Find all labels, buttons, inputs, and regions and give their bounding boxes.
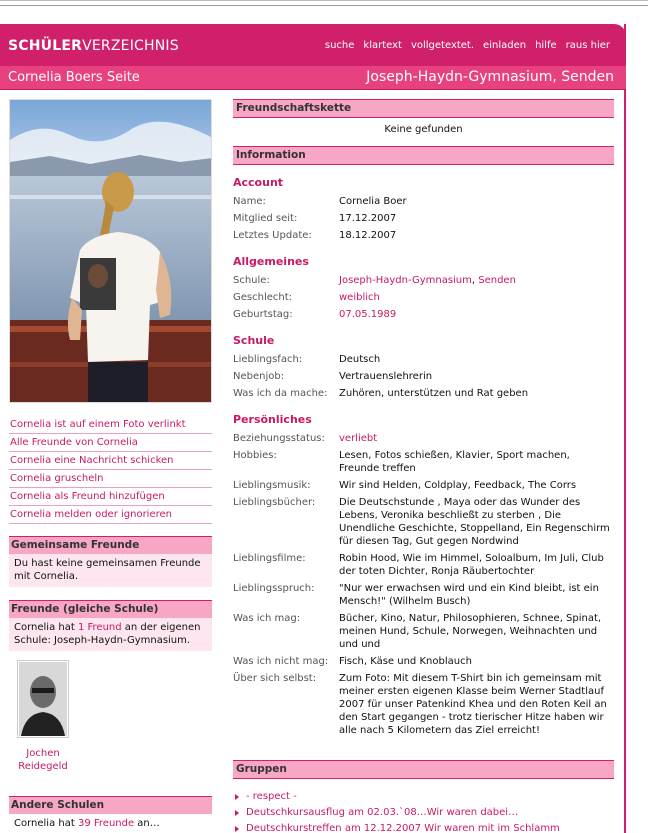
friend-avatar[interactable] — [17, 660, 69, 738]
row-label: Über sich selbst: — [233, 673, 317, 684]
top-navigation — [325, 40, 610, 51]
group-link[interactable]: - respect - — [246, 791, 297, 802]
friend-name[interactable] — [13, 747, 73, 773]
relationship-link[interactable]: verliebt — [339, 433, 378, 444]
row-value: Lesen, Fotos schießen, Klavier, Sport machen, Freunde treffen — [339, 450, 570, 474]
city-link[interactable]: Senden — [478, 275, 516, 286]
row-value: 18.12.2007 — [339, 230, 397, 241]
same-school-friends-title: Freunde (gleiche Schule) — [9, 600, 212, 618]
row-value: Bücher, Kino, Natur, Philosophieren, Schnee, Spinat, meinen Hund, Schule, Norwegen, Weihnachten und und und — [339, 613, 602, 650]
group-link[interactable]: Deutschkursausflug am 02.03.`08…Wir waren dabei… — [246, 807, 519, 818]
group-item[interactable] — [233, 806, 613, 822]
row-label: Beziehungsstatus: — [233, 433, 325, 444]
common-friends-title: Gemeinsame Freunde — [9, 536, 212, 554]
information-title: Information — [233, 146, 614, 165]
logo-bold-text: SCHÜLER — [8, 38, 83, 54]
account-heading: Account — [233, 176, 284, 189]
friendship-chain-empty: Keine gefunden — [384, 124, 463, 135]
row-label: Lieblingsspruch: — [233, 583, 315, 594]
row-label: Was ich da mache: — [233, 388, 328, 399]
other-schools-text — [9, 814, 212, 833]
row-label: Lieblingsbücher: — [233, 497, 316, 508]
gender-link[interactable]: weiblich — [339, 292, 380, 303]
group-item[interactable] — [233, 822, 613, 833]
link-send-message[interactable]: Cornelia eine Nachricht schicken — [9, 452, 212, 470]
profile-subheader — [0, 66, 626, 90]
same-school-count-link[interactable]: 1 Freund — [77, 622, 122, 633]
bullet-arrow-icon — [235, 826, 239, 832]
row-label: Name: — [233, 196, 266, 207]
other-schools-title: Andere Schulen — [9, 796, 212, 814]
nav-invite[interactable]: einladen — [483, 40, 527, 51]
row-value: Zuhören, unterstützen und Rat geben — [339, 388, 529, 399]
row-label: Letztes Update: — [233, 230, 312, 241]
other-schools-count-link[interactable]: 39 Freunde — [77, 818, 135, 829]
personal-heading: Persönliches — [233, 413, 312, 426]
row-value: Fisch, Käse und Knoblauch — [339, 656, 472, 667]
friendship-chain-title: Freundschaftskette — [233, 99, 614, 118]
row-value: Wir sind Helden, Coldplay, Feedback, The Corrs — [339, 480, 577, 491]
page-title: Cornelia Boers Seite — [8, 70, 140, 85]
same-school-post: an der eigenen Schule: Joseph-Haydn-Gymnasium. — [14, 622, 201, 646]
group-item[interactable] — [233, 790, 613, 806]
nav-vollgetextet[interactable]: vollgetextet. — [410, 40, 475, 51]
link-gruscheln[interactable]: Cornelia gruscheln — [9, 470, 212, 488]
logo-rest-text: VERZEICHNIS — [82, 38, 179, 54]
other-schools-pre: Cornelia hat — [14, 818, 78, 829]
row-label: Lieblingsmusik: — [233, 480, 311, 491]
profile-action-links — [9, 416, 212, 524]
nav-help[interactable]: hilfe — [535, 40, 557, 51]
row-label: Nebenjob: — [233, 371, 285, 382]
row-label: Geschlecht: — [233, 292, 293, 303]
row-value — [339, 274, 613, 287]
bullet-arrow-icon — [235, 794, 239, 800]
row-value: "Nur wer erwachsen wird und ein Kind bleibt, ist ein Mensch!" (Wilhelm Busch) — [339, 583, 599, 607]
row-value: 17.12.2007 — [339, 213, 397, 224]
friend-card[interactable] — [13, 660, 73, 773]
row-value: Cornelia Boer — [339, 196, 407, 207]
row-label: Lieblingsfilme: — [233, 553, 306, 564]
row-label: Was ich mag: — [233, 613, 301, 624]
general-heading: Allgemeines — [233, 255, 309, 268]
school-separator: , — [471, 275, 479, 286]
group-link[interactable]: Deutschkurstreffen am 12.12.2007 Wir waren mit im Schlamm — [246, 823, 560, 833]
link-add-friend[interactable]: Cornelia als Freund hinzufügen — [9, 488, 212, 506]
nav-search[interactable]: suche — [324, 40, 355, 51]
row-label: Hobbies: — [233, 450, 277, 461]
nav-klartext[interactable]: klartext — [363, 40, 402, 51]
row-value: Robin Hood, Wie im Himmel, Soloalbum, Im Juli, Club der toten Dichter, Ronja Räubertochter — [339, 553, 604, 577]
row-value: Vertrauenslehrerin — [339, 371, 433, 382]
row-label: Geburtstag: — [233, 309, 293, 320]
nav-logout[interactable]: raus hier — [565, 40, 610, 51]
link-all-friends[interactable]: Alle Freunde von Cornelia — [9, 434, 212, 452]
school-heading: Schule — [233, 334, 275, 347]
row-value: Die Deutschstunde , Maya oder das Wunder des Lebens, Veronika beschließt zu sterben , Die Unendliche Geschichte, Stoppelland, Ein Regenschirm für diesen Tag, Gut gegen Nordwind — [339, 497, 610, 547]
site-logo[interactable] — [8, 38, 179, 54]
friend-last-name: Reidegeld — [18, 761, 68, 772]
same-school-pre: Cornelia hat — [14, 622, 78, 633]
school-title[interactable]: Joseph-Haydn-Gymnasium, Senden — [366, 69, 614, 85]
row-value: Zum Foto: Mit diesem T-Shirt bin ich gemeinsam mit meiner ersten eigenen Klasse beim Werner Stadtlauf 2007 für unser Patenkind Khea und den Roten Keil an den Start gegangen - trotz tierischer Hitze haben wir alle nach 5 Kilometern das Ziel erreicht! — [339, 673, 607, 736]
row-label: Was ich nicht mag: — [233, 656, 329, 667]
row-value: Deutsch — [339, 354, 381, 365]
link-tagged-photo[interactable]: Cornelia ist auf einem Foto verlinkt — [9, 416, 212, 434]
same-school-friends-text — [9, 618, 212, 651]
window-top-edge — [0, 0, 648, 6]
profile-photo[interactable] — [9, 99, 212, 403]
groups-list — [233, 790, 613, 833]
other-schools-post: an… — [134, 818, 160, 829]
row-label: Lieblingsfach: — [233, 354, 303, 365]
birthday-link[interactable]: 07.05.1989 — [339, 309, 397, 320]
link-report-ignore[interactable]: Cornelia melden oder ignorieren — [9, 506, 212, 524]
friend-avatar-image — [19, 662, 67, 736]
row-label: Mitglied seit: — [233, 213, 298, 224]
row-label: Schule: — [233, 275, 270, 286]
groups-title: Gruppen — [233, 760, 614, 779]
site-header — [0, 24, 626, 66]
school-link[interactable]: Joseph-Haydn-Gymnasium — [339, 275, 472, 286]
bullet-arrow-icon — [235, 810, 239, 816]
common-friends-text: Du hast keine gemeinsamen Freunde mit Cornelia. — [9, 554, 212, 587]
friend-first-name: Jochen — [26, 748, 60, 759]
profile-photo-image — [10, 100, 212, 403]
